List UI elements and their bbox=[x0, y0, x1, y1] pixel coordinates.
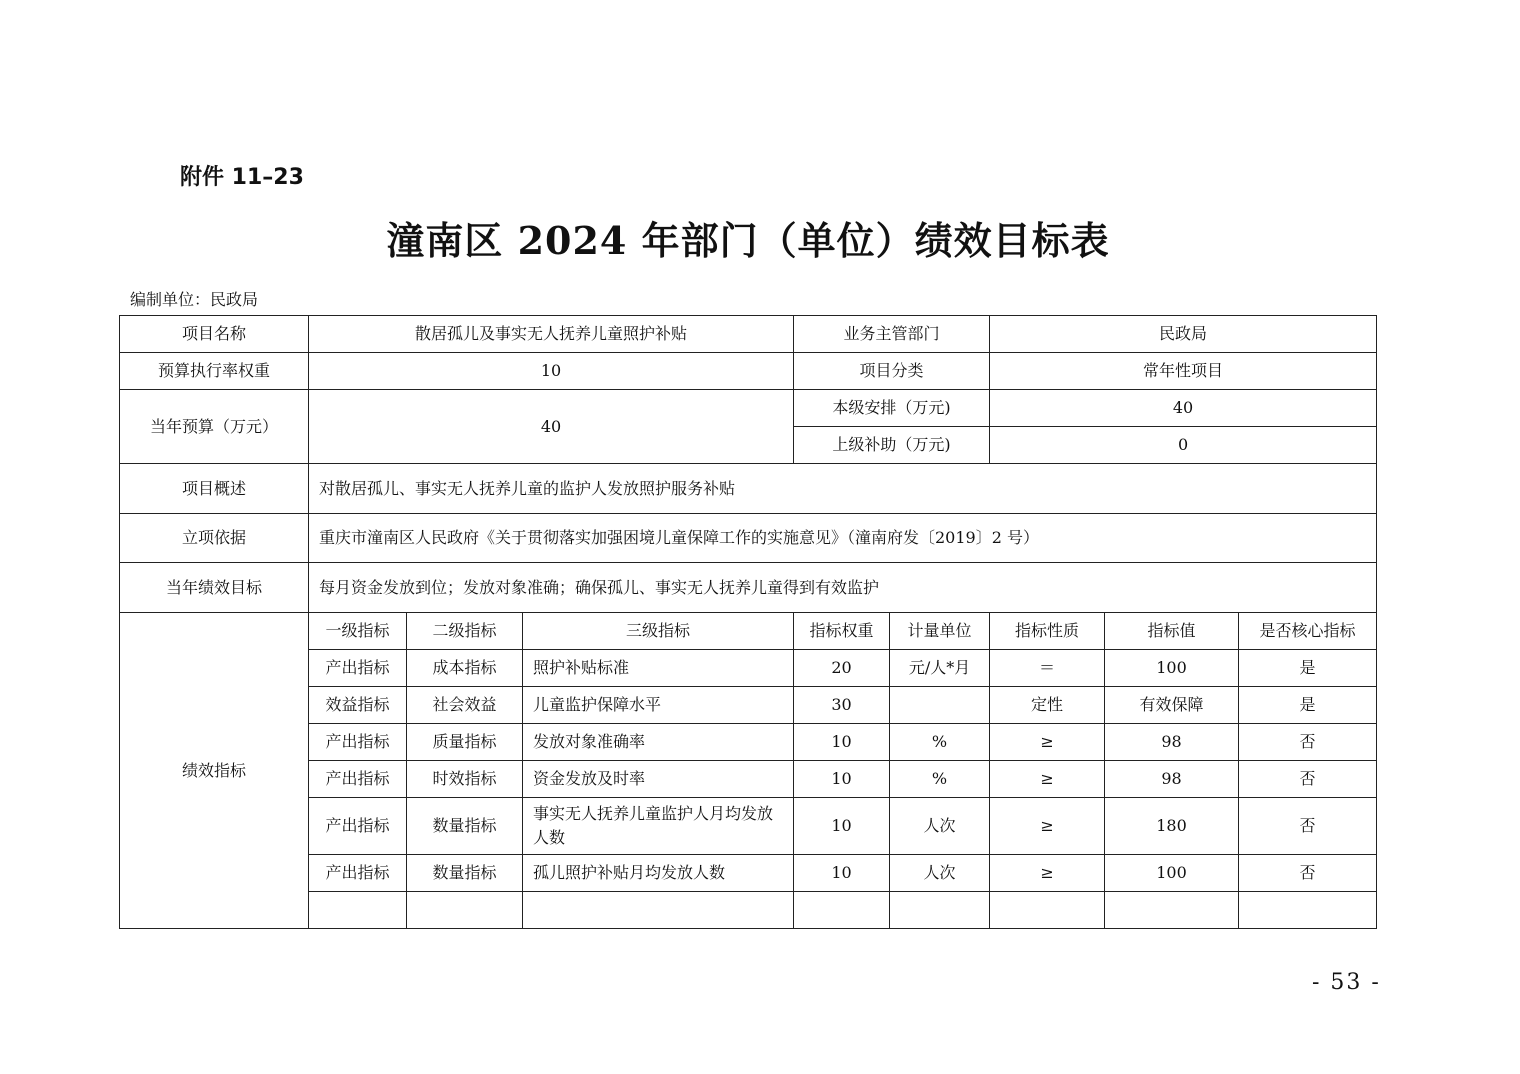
indicator-row bbox=[120, 892, 1377, 929]
indicator-value-cell: 98 bbox=[1105, 761, 1239, 798]
indicator-row bbox=[120, 855, 1377, 892]
indicator-level2-cell: 社会效益 bbox=[407, 687, 523, 724]
indicator-row bbox=[120, 724, 1377, 761]
indicator-core-cell: 是 bbox=[1239, 650, 1377, 687]
indicator-level1-cell: 产出指标 bbox=[309, 855, 407, 892]
indicator-section-label: 绩效指标 bbox=[120, 613, 309, 929]
upper-budget-label: 上级补助（万元) bbox=[794, 427, 990, 464]
budget-label: 当年预算（万元） bbox=[120, 390, 309, 464]
indicator-weight-cell: 10 bbox=[794, 855, 890, 892]
local-budget-value: 40 bbox=[990, 390, 1377, 427]
goal-label: 当年绩效目标 bbox=[120, 563, 309, 613]
indicator-level3-cell bbox=[523, 892, 794, 929]
indicator-value-cell: 100 bbox=[1105, 855, 1239, 892]
indicator-level1-cell: 效益指标 bbox=[309, 687, 407, 724]
local-budget-label: 本级安排（万元) bbox=[794, 390, 990, 427]
indicator-nature-cell: ≥ bbox=[990, 798, 1105, 855]
indicator-nature-cell: ≥ bbox=[990, 724, 1105, 761]
category-value: 常年性项目 bbox=[990, 353, 1377, 390]
indicator-weight-cell bbox=[794, 892, 890, 929]
indicator-level2-cell: 质量指标 bbox=[407, 724, 523, 761]
rate-weight-label: 预算执行率权重 bbox=[120, 353, 309, 390]
goal-value: 每月资金发放到位；发放对象准确；确保孤儿、事实无人抚养儿童得到有效监护 bbox=[309, 563, 1377, 613]
indicator-value-cell: 有效保障 bbox=[1105, 687, 1239, 724]
indicator-core-cell: 否 bbox=[1239, 761, 1377, 798]
goal-row bbox=[120, 563, 1377, 613]
indicator-header-nature: 指标性质 bbox=[990, 613, 1105, 650]
project-name-label: 项目名称 bbox=[120, 316, 309, 353]
project-name-row bbox=[120, 316, 1377, 353]
indicator-level2-cell: 数量指标 bbox=[407, 798, 523, 855]
indicator-core-cell: 否 bbox=[1239, 724, 1377, 761]
rate-weight-row bbox=[120, 353, 1377, 390]
indicator-weight-cell: 10 bbox=[794, 761, 890, 798]
indicator-level2-cell: 时效指标 bbox=[407, 761, 523, 798]
indicator-level1-cell: 产出指标 bbox=[309, 798, 407, 855]
indicator-row bbox=[120, 798, 1377, 855]
indicator-row bbox=[120, 761, 1377, 798]
dept-value: 民政局 bbox=[990, 316, 1377, 353]
budget-row bbox=[120, 390, 1377, 427]
indicator-level3-cell: 孤儿照护补贴月均发放人数 bbox=[523, 855, 794, 892]
category-label: 项目分类 bbox=[794, 353, 990, 390]
performance-target-table bbox=[119, 315, 1377, 929]
indicator-value-cell: 180 bbox=[1105, 798, 1239, 855]
dept-label: 业务主管部门 bbox=[794, 316, 990, 353]
page-number: - 53 - bbox=[1312, 970, 1381, 995]
overview-label: 项目概述 bbox=[120, 464, 309, 514]
indicator-header-core: 是否核心指标 bbox=[1239, 613, 1377, 650]
indicator-weight-cell: 10 bbox=[794, 724, 890, 761]
project-name-value: 散居孤儿及事实无人抚养儿童照护补贴 bbox=[309, 316, 794, 353]
indicator-unit-cell: 人次 bbox=[890, 798, 990, 855]
indicator-core-cell: 是 bbox=[1239, 687, 1377, 724]
indicator-weight-cell: 10 bbox=[794, 798, 890, 855]
compiling-unit: 编制单位：民政局 bbox=[130, 290, 259, 309]
indicator-weight-cell: 20 bbox=[794, 650, 890, 687]
indicator-header-weight: 指标权重 bbox=[794, 613, 890, 650]
indicator-header-level3: 三级指标 bbox=[523, 613, 794, 650]
indicator-row bbox=[120, 687, 1377, 724]
indicator-header-row bbox=[120, 613, 1377, 650]
indicator-unit-cell: % bbox=[890, 724, 990, 761]
indicator-value-cell bbox=[1105, 892, 1239, 929]
indicator-header-level1: 一级指标 bbox=[309, 613, 407, 650]
indicator-unit-cell: % bbox=[890, 761, 990, 798]
budget-value: 40 bbox=[309, 390, 794, 464]
indicator-header-unit: 计量单位 bbox=[890, 613, 990, 650]
indicator-core-cell: 否 bbox=[1239, 798, 1377, 855]
page-title: 潼南区 2024 年部门（单位）绩效目标表 bbox=[386, 218, 1110, 263]
indicator-level1-cell bbox=[309, 892, 407, 929]
indicator-level1-cell: 产出指标 bbox=[309, 761, 407, 798]
indicator-row bbox=[120, 650, 1377, 687]
indicator-level3-cell: 照护补贴标准 bbox=[523, 650, 794, 687]
indicator-level2-cell: 成本指标 bbox=[407, 650, 523, 687]
indicator-unit-cell: 元/人*月 bbox=[890, 650, 990, 687]
indicator-nature-cell: ≥ bbox=[990, 855, 1105, 892]
indicator-level3-cell: 资金发放及时率 bbox=[523, 761, 794, 798]
rate-weight-value: 10 bbox=[309, 353, 794, 390]
indicator-level2-cell bbox=[407, 892, 523, 929]
indicator-nature-cell: ＝ bbox=[990, 650, 1105, 687]
indicator-level1-cell: 产出指标 bbox=[309, 650, 407, 687]
indicator-core-cell bbox=[1239, 892, 1377, 929]
indicator-unit-cell bbox=[890, 892, 990, 929]
indicator-nature-cell: ≥ bbox=[990, 761, 1105, 798]
indicator-weight-cell: 30 bbox=[794, 687, 890, 724]
indicator-header-value: 指标值 bbox=[1105, 613, 1239, 650]
indicator-level3-cell: 事实无人抚养儿童监护人月均发放人数 bbox=[523, 798, 794, 855]
basis-label: 立项依据 bbox=[120, 514, 309, 563]
indicator-unit-cell: 人次 bbox=[890, 855, 990, 892]
indicator-nature-cell: 定性 bbox=[990, 687, 1105, 724]
indicator-value-cell: 100 bbox=[1105, 650, 1239, 687]
basis-row bbox=[120, 514, 1377, 563]
indicator-value-cell: 98 bbox=[1105, 724, 1239, 761]
indicator-unit-cell bbox=[890, 687, 990, 724]
indicator-header-level2: 二级指标 bbox=[407, 613, 523, 650]
overview-value: 对散居孤儿、事实无人抚养儿童的监护人发放照护服务补贴 bbox=[309, 464, 1377, 514]
indicator-level2-cell: 数量指标 bbox=[407, 855, 523, 892]
overview-row bbox=[120, 464, 1377, 514]
indicator-level1-cell: 产出指标 bbox=[309, 724, 407, 761]
attachment-label: 附件 11–23 bbox=[180, 165, 304, 190]
upper-budget-value: 0 bbox=[990, 427, 1377, 464]
indicator-level3-cell: 发放对象准确率 bbox=[523, 724, 794, 761]
indicator-core-cell: 否 bbox=[1239, 855, 1377, 892]
basis-value: 重庆市潼南区人民政府《关于贯彻落实加强困境儿童保障工作的实施意见》（潼南府发〔2019〕2 号） bbox=[309, 514, 1377, 563]
indicator-level3-cell: 儿童监护保障水平 bbox=[523, 687, 794, 724]
indicator-nature-cell bbox=[990, 892, 1105, 929]
